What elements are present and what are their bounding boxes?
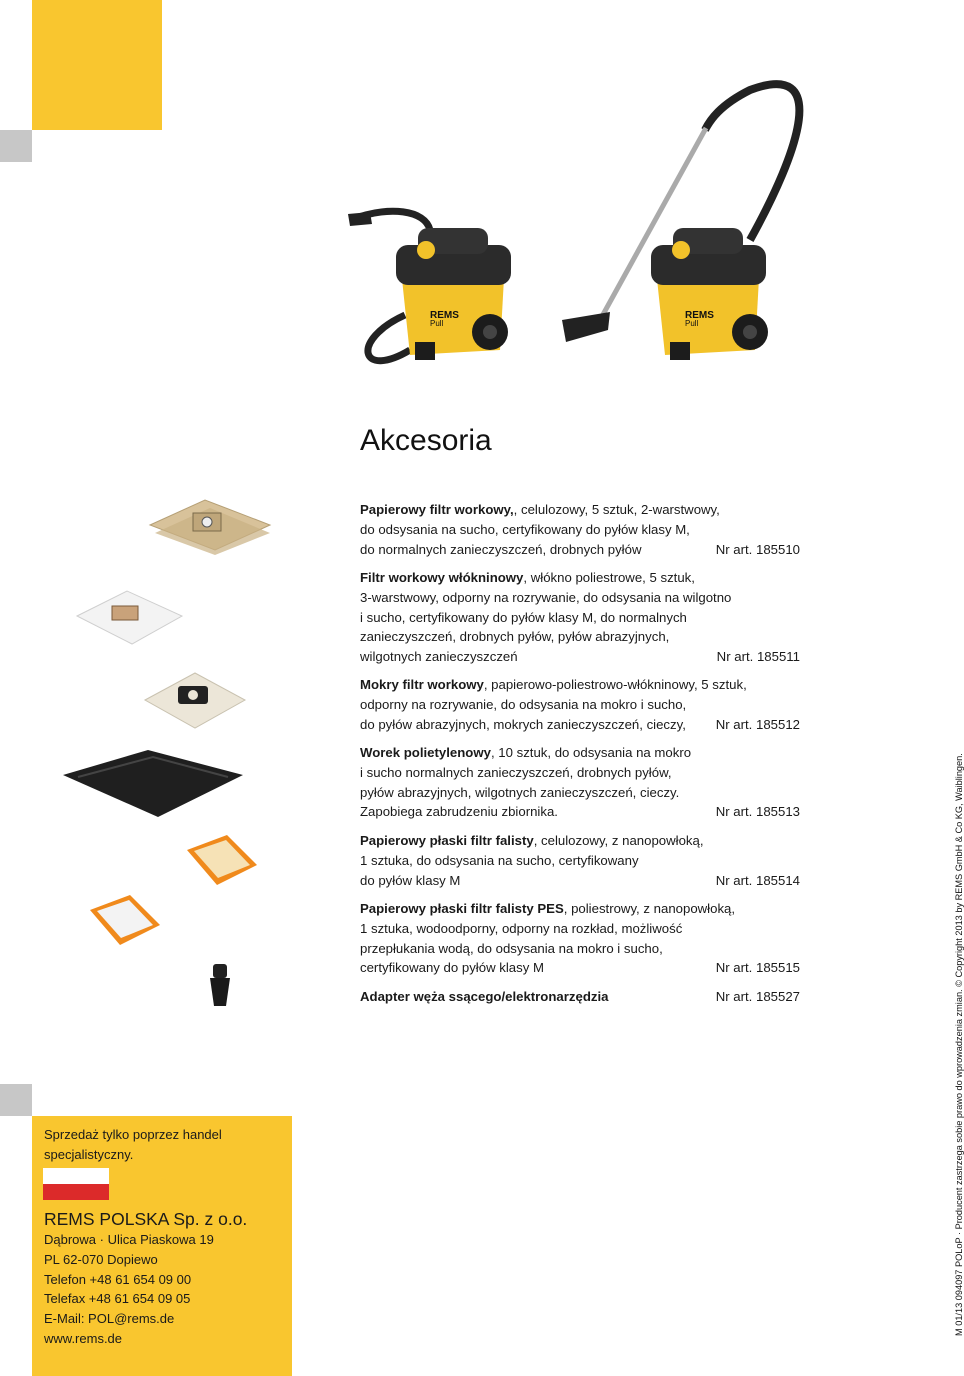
page-title: Akcesoria [360, 424, 492, 457]
item-185511-name: Filtr workowy włókninowy [360, 570, 524, 585]
item-185515: Papierowy płaski filtr falisty PES, poliestrowy, z nanopowłoką, 1 sztuka, wodoodporny, odporny na rozkład, możliwość przepłukania wodą, do odsysania na mokro i sucho, certyfikowany do pyłów klasy M Nr art. 185515 [360, 899, 800, 978]
item-185511-number: Nr art. 185511 [716, 649, 800, 665]
item-185513: Worek polietylenowy, 10 sztuk, do odsysania na mokro i sucho normalnych zanieczyszczeń, drobnych pyłów, pyłów abrazyjnych, wilgotnych zanieczyszczeń, cieczy. Zapobiega zabrudzeniu zbiornika. Nr art. 185513 [360, 743, 800, 822]
item-185513-name: Worek polietylenowy [360, 745, 491, 760]
left-vac-model-label: Pull [430, 319, 444, 328]
email-address[interactable]: E-Mail: POL@rems.de [44, 1311, 175, 1326]
sales-note-line1: Sprzedaż tylko poprzez handel [44, 1127, 222, 1142]
flat-pleated-filter-pes-image [85, 890, 165, 950]
bottom-grey-square [0, 1084, 32, 1116]
flat-pleated-filter-image [182, 830, 262, 890]
top-accent-block [32, 0, 162, 130]
company-name: REMS POLSKA Sp. z o.o. [44, 1209, 248, 1229]
top-grey-square [0, 130, 32, 162]
item-185512-name: Mokry filtr workowy [360, 677, 484, 692]
fleece-filter-bag-image [72, 586, 187, 646]
left-vac-brand-label: REMS [430, 310, 459, 321]
website-link[interactable]: www.rems.de [44, 1331, 123, 1346]
polyethylene-bag-image [58, 745, 248, 820]
item-185514-number: Nr art. 185514 [715, 872, 800, 888]
item-185514: Papierowy płaski filtr falisty, celulozowy, z nanopowłoką, 1 sztuka, do odsysania na sucho, certyfikowany do pyłów klasy M Nr art. 185514 [360, 831, 800, 890]
wet-filter-bag-image [140, 668, 250, 730]
right-vac-brand-label: REMS [685, 310, 714, 321]
item-185510-number: Nr art. 185510 [715, 541, 800, 557]
paper-filter-bag-image [145, 495, 275, 555]
item-185512: Mokry filtr workowy, papierowo-poliestrowo-włókninowy, 5 sztuk, odporny na rozrywanie, do odsysania na mokro i sucho, do pyłów abrazyjnych, mokrych zanieczyszczeń, cieczy, Nr art. 185512 [360, 675, 800, 734]
hose-adapter-image [200, 962, 240, 1010]
item-185527-number: Nr art. 185527 [715, 989, 800, 1004]
item-185513-number: Nr art. 185513 [715, 804, 800, 820]
item-185527-name: Adapter węża ssącego/elektronarzędzia [360, 989, 609, 1004]
item-185510-name: Papierowy filtr workowy, [360, 502, 514, 517]
sales-note-line2: specjalistyczny. [44, 1147, 134, 1162]
phone-number: Telefon +48 61 654 09 00 [44, 1272, 192, 1287]
copyright-vertical-text: M 01/13 094097 POLoP · Producent zastrzega sobie prawo do wprowadzenia zmian. © Copyright 2013 by REMS GmbH & Co KG, Waiblingen. [954, 753, 964, 1336]
vacuum-cleaners-image [330, 80, 830, 380]
contact-panel [32, 1116, 292, 1376]
right-vac-model-label: Pull [685, 319, 699, 328]
item-185515-name: Papierowy płaski filtr falisty PES [360, 901, 564, 916]
address-line2: PL 62-070 Dopiewo [44, 1252, 158, 1267]
item-185512-number: Nr art. 185512 [715, 716, 800, 732]
item-185514-name: Papierowy płaski filtr falisty [360, 833, 534, 848]
fax-number: Telefax +48 61 654 09 05 [44, 1291, 191, 1306]
item-185510: Papierowy filtr workowy,, celulozowy, 5 sztuk, 2-warstwowy, do odsysania na sucho, certyfikowany do pyłów klasy M, do normalnych zanieczyszczeń, drobnych pyłów Nr art. 185510 [360, 500, 800, 559]
poland-flag-icon [43, 1168, 109, 1200]
item-185527 [360, 987, 800, 1007]
address-line1: Dąbrowa · Ulica Piaskowa 19 [44, 1232, 214, 1247]
item-185515-number: Nr art. 185515 [715, 960, 800, 976]
item-185511: Filtr workowy włókninowy, włókno poliestrowe, 5 sztuk, 3-warstwowy, odporny na rozrywanie, do odsysania na wilgotno i sucho, certyfikowany do pyłów klasy M, do normalnych zanieczyszczeń, drobnych pyłów, pyłów abrazyjnych, wilgotnych zanieczyszczeń Nr art. 185511 [360, 568, 800, 667]
